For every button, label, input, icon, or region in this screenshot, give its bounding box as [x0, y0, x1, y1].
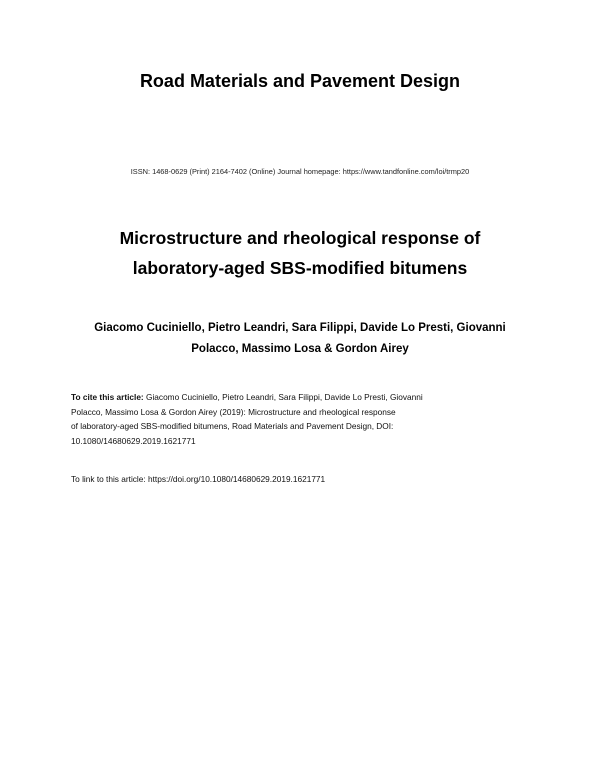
article-link[interactable]: To link to this article: https://doi.org/10.1080/14680629.2019.1621771	[71, 474, 326, 484]
journal-title: Road Materials and Pavement Design	[139, 71, 461, 91]
article-title	[60, 223, 540, 283]
citation-line: of laboratory-aged SBS-modified bitumens, Road Materials and Pavement Design, DOI:	[71, 421, 394, 432]
citation-doi-line: 10.1080/14680629.2019.1621771	[71, 436, 196, 447]
citation-label: To cite this article:	[71, 392, 144, 402]
issn-homepage-line: ISSN: 1468-0629 (Print) 2164-7402 (Online) Journal homepage: https://www.tandfonline.com/loi/trmp20	[130, 167, 470, 176]
citation-text: Giacomo Cuciniello, Pietro Leandri, Sara Filippi, Davide Lo Presti, Giovanni	[143, 392, 423, 402]
citation-line: Polacco, Massimo Losa & Gordon Airey (2019): Microstructure and rheological response	[71, 406, 396, 417]
author-list	[60, 318, 540, 360]
citation-block	[71, 390, 531, 449]
article-title-line: laboratory-aged SBS-modified bitumens	[132, 258, 468, 278]
article-title-line: Microstructure and rheological response of	[119, 228, 481, 248]
author-line: Giacomo Cuciniello, Pietro Leandri, Sara Filippi, Davide Lo Presti, Giovanni	[94, 322, 506, 334]
author-line: Polacco, Massimo Losa & Gordon Airey	[191, 343, 409, 355]
citation-line	[71, 390, 531, 405]
